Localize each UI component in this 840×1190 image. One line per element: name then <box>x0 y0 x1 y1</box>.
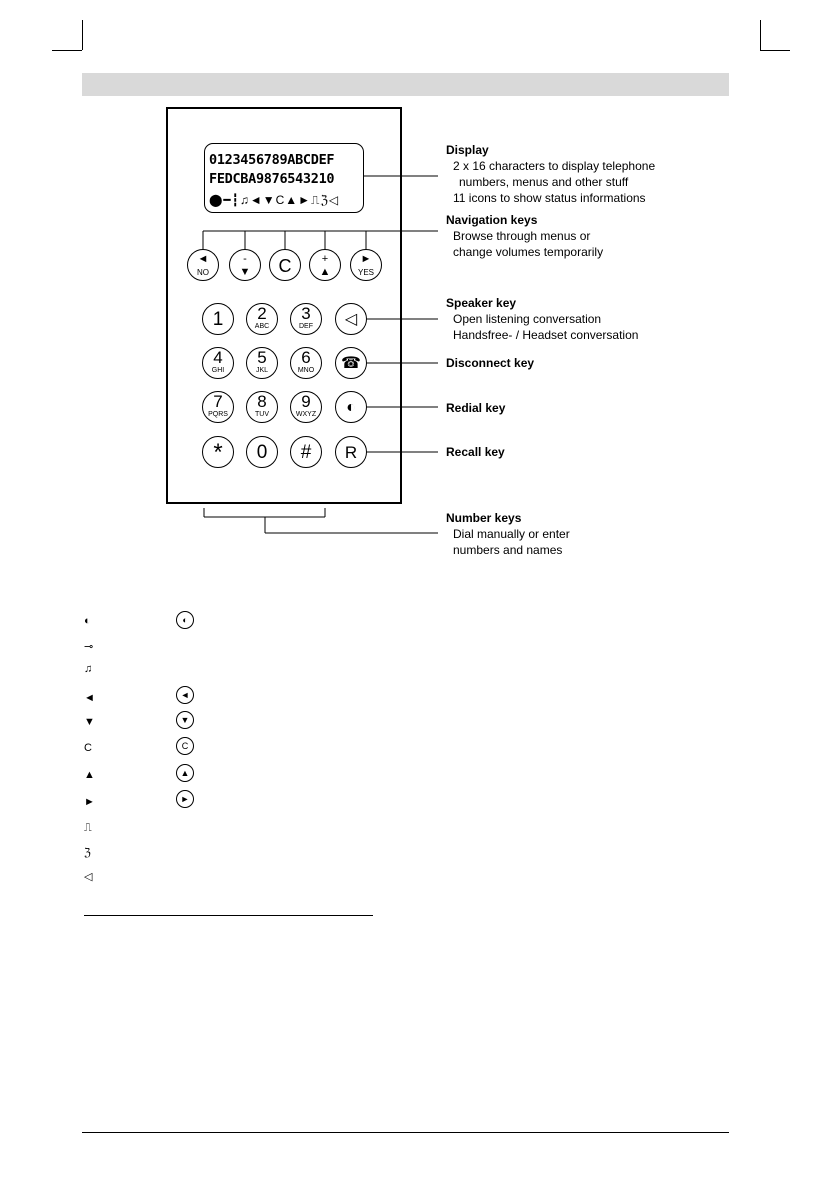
speaker-callout: Speaker key Open listening conversation Handsfree- / Headset conversation <box>446 296 639 342</box>
keypad-key-9[interactable]: 9 WXYZ <box>290 391 322 423</box>
legend-key-redial: ◐ <box>176 611 194 629</box>
keypad-key-4[interactable]: 4 GHI <box>202 347 234 379</box>
nav-key-clear[interactable]: C <box>269 249 301 281</box>
keypad-key-3[interactable]: 3 DEF <box>290 303 322 335</box>
keypad-key-6[interactable]: 6 MNO <box>290 347 322 379</box>
legend-icon-redial: ◐ <box>84 615 91 627</box>
nav-key-yes[interactable]: ► YES <box>350 249 382 281</box>
recall-key[interactable]: R <box>335 436 367 468</box>
legend-icon-down: ▼ <box>84 716 95 728</box>
lcd-status-icons: ⬤━┇♫◄▼C▲►⎍ℨ◁ <box>209 193 340 207</box>
legend-icon-music: ♫ <box>84 663 93 675</box>
legend-key-up: ▲ <box>176 764 194 782</box>
left-arrow-icon: ◄ <box>197 253 209 265</box>
disconnect-callout: Disconnect key <box>446 356 535 370</box>
nav-key-no[interactable]: ◄ NO <box>187 249 219 281</box>
lcd-line-2: FEDCBA9876543210 <box>209 171 335 187</box>
legend-icon-left: ◄ <box>84 692 95 704</box>
recall-callout: Recall key <box>446 445 505 459</box>
redial-callout: Redial key <box>446 401 506 415</box>
keypad-key-star[interactable]: * <box>202 436 234 468</box>
legend-icon-clear: C <box>84 742 92 754</box>
lcd-line-1: 0123456789ABCDEF <box>209 152 335 168</box>
legend-key-right: ► <box>176 790 194 808</box>
legend-icon-pulse: ⎍ <box>84 822 92 834</box>
keypad-key-5[interactable]: 5 JKL <box>246 347 278 379</box>
keypad-key-1[interactable]: 1 <box>202 303 234 335</box>
navigation-callout: Navigation keys Browse through menus or change volumes temporarily <box>446 213 604 259</box>
legend-key-down: ▼ <box>176 711 194 729</box>
handset-icon: ☎ <box>341 355 361 372</box>
legend-icon-ear: ℨ <box>84 847 91 859</box>
keypad-key-8[interactable]: 8 TUV <box>246 391 278 423</box>
legend-key-left: ◄ <box>176 686 194 704</box>
nav-key-down[interactable]: - ▼ <box>229 249 261 281</box>
redial-icon: ◐ <box>346 399 356 416</box>
nav-key-up[interactable]: + ▲ <box>309 249 341 281</box>
display-callout: Display 2 x 16 characters to display telephone numbers, menus and other stuff 11 icons to show status informations <box>446 143 656 205</box>
legend-key-clear: C <box>176 737 194 755</box>
keypad-key-7[interactable]: 7 PQRS <box>202 391 234 423</box>
legend-icon-up: ▲ <box>84 769 95 781</box>
up-arrow-icon: ▲ <box>319 266 331 278</box>
down-arrow-icon: ▼ <box>239 266 251 278</box>
legend-icon-right: ► <box>84 796 95 808</box>
number-keys-callout: Number keys Dial manually or enter numbers and names <box>446 511 570 557</box>
footnote-separator <box>84 915 373 916</box>
speaker-icon: ◁ <box>344 311 358 328</box>
keypad-key-0[interactable]: 0 <box>246 436 278 468</box>
keypad-key-hash[interactable]: # <box>290 436 322 468</box>
keypad-key-2[interactable]: 2 ABC <box>246 303 278 335</box>
legend-icon-speaker: ◁ <box>84 871 93 883</box>
right-arrow-icon: ► <box>360 253 372 265</box>
footer-rule <box>82 1132 729 1133</box>
legend-icon-line: ⊸ <box>84 641 94 653</box>
